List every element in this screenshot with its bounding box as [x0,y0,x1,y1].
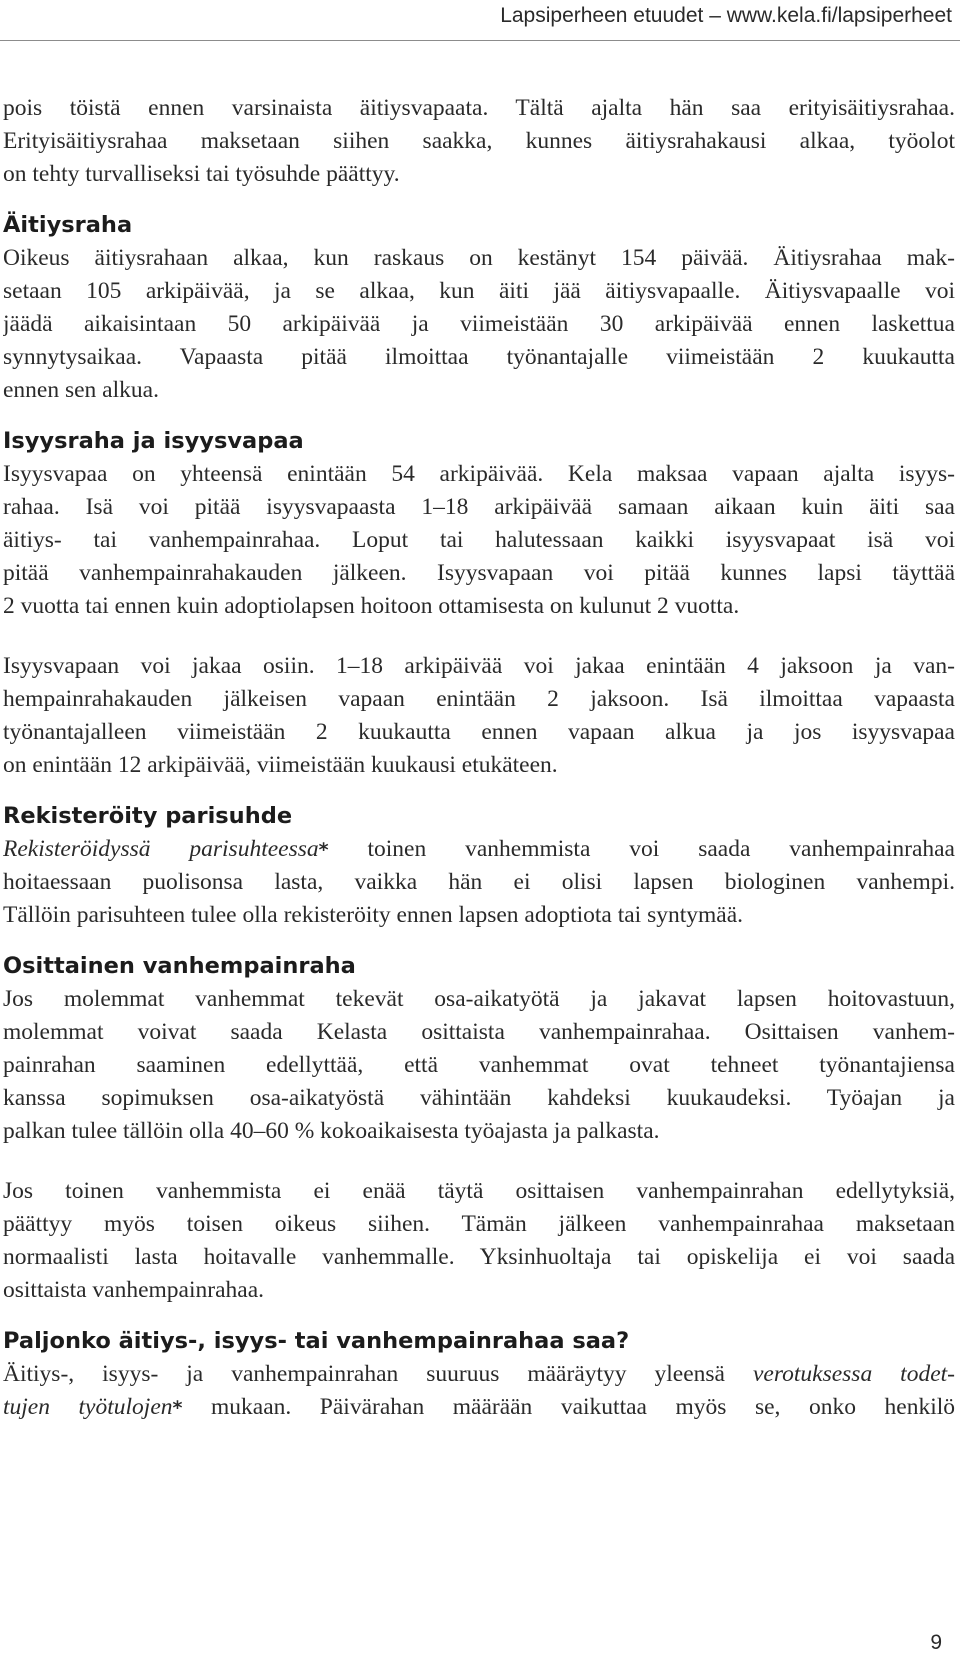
section-rekisteroity-parisuhde [3,800,955,932]
text-line: on tehty turvalliseksi tai työsuhde päättyy. [3,161,400,187]
text-line: Jos toinen vanhemmista ei enää täytä osittaisen vanhempainrahan edellytyksiä, [3,1178,955,1204]
section-osittainen-vanhempainraha [3,950,955,1307]
text-line: synnytysaikaa. Vapaasta pitää ilmoittaa työnantajalle viimeistään 2 kuukautta [3,344,955,370]
glossary-asterisk: * [172,1397,183,1419]
section-isyysraha [3,425,955,782]
text-line: Erityisäitiysrahaa maksetaan siihen saakka, kunnes äitiysrahakausi alkaa, työolot [3,128,955,154]
text-line [3,1358,955,1391]
document-body [3,92,955,1424]
glossary-asterisk: * [318,839,329,861]
section-heading: Osittainen vanhempainraha [3,953,356,979]
text-line: hempainrahakauden jälkeisen vapaan enintään 2 jaksoon. Isä ilmoittaa vapaasta [3,686,955,712]
section-aitiysraha [3,209,955,407]
text-line: molemmat voivat saada Kelasta osittaista vanhempainrahaa. Osittaisen vanhem- [3,1019,955,1045]
text-line: 2 vuotta tai ennen kuin adoptiolapsen hoitoon ottamisesta on kulunut 2 vuotta. [3,593,740,619]
text-line: pitää vanhempainrahakauden jälkeen. Isyysvapaan voi pitää kunnes lapsi täyttää [3,560,955,586]
text-line: äitiys- tai vanhempainrahaa. Loput tai halutessaan kaikki isyysvapaat isä voi [3,527,955,553]
text-line: Jos molemmat vanhemmat tekevät osa-aikatyötä ja jakavat lapsen hoitovastuun, [3,986,955,1012]
text-line: palkan tulee tällöin olla 40–60 % kokoaikaisesta työajasta ja palkasta. [3,1118,660,1144]
intro-paragraph [3,92,955,191]
text-line: Oikeus äitiysrahaan alkaa, kun raskaus on kestänyt 154 päivää. Äitiysrahaa mak- [3,245,955,271]
text-line: osittaista vanhempainrahaa. [3,1277,265,1303]
section-paljonko [3,1325,955,1424]
text-line [3,1391,955,1424]
text-line: Tällöin parisuhteen tulee olla rekisteröity ennen lapsen adoptiota tai syntymää. [3,902,744,928]
text-line [3,833,955,866]
text-line: on enintään 12 arkipäivää, viimeistään kuukausi etukäteen. [3,752,558,778]
header-divider [0,40,960,41]
text-line: setaan 105 arkipäivää, ja se alkaa, kun äiti jää äitiysvapaalle. Äitiysvapaalle voi [3,278,955,304]
text-line: ennen sen alkua. [3,377,159,403]
text-line: kanssa sopimuksen osa-aikatyöstä vähintään kahdeksi kuukaudeksi. Työajan ja [3,1085,955,1111]
page-header [0,0,960,40]
text-fragment: Äitiys-, isyys- ja vanhempainrahan suuruus määräytyy yleensä [3,1361,753,1387]
text-line: normaalisti lasta hoitavalle vanhemmalle. Yksinhuoltaja tai opiskelija ei voi saada [3,1244,955,1270]
section-heading: Paljonko äitiys-, isyys- tai vanhempainrahaa saa? [3,1328,630,1354]
paragraph-gap [3,1148,955,1175]
text-line: jäädä aikaisintaan 50 arkipäivää ja viimeistään 30 arkipäivää ennen laskettua [3,311,955,337]
term-link-text: Rekisteröidyssä parisuhteessa [3,836,319,862]
text-line: päättyy myös toisen oikeus siihen. Tämän jälkeen vanhempainrahaa maksetaan [3,1211,955,1237]
text-line: Isyysvapaa on yhteensä enintään 54 arkipäivää. Kela maksaa vapaan ajalta isyys- [3,461,955,487]
text-line: hoitaessaan puolisonsa lasta, vaikka hän ei olisi lapsen biologinen vanhempi. [3,869,955,895]
header-title: Lapsiperheen etuudet – www.kela.fi/lapsiperheet [500,4,952,27]
section-heading: Isyysraha ja isyysvapaa [3,428,304,454]
section-heading: Äitiysraha [3,212,133,238]
term-link-text: verotuksessa todet- [752,1361,955,1387]
section-heading: Rekisteröity parisuhde [3,803,293,829]
text-line: Isyysvapaan voi jakaa osiin. 1–18 arkipäivää voi jakaa enintään 4 jaksoon ja van- [3,653,955,679]
page-number: 9 [930,1631,942,1654]
text-line: pois töistä ennen varsinaista äitiysvapaata. Tältä ajalta hän saa erityisäitiysrahaa. [3,95,955,121]
text-line: rahaa. Isä voi pitää isyysvapaasta 1–18 arkipäivää samaan aikaan kuin äiti saa [3,494,955,520]
text-fragment: toinen vanhemmista voi saada vanhempainrahaa [328,836,955,862]
text-fragment: mukaan. Päivärahan määrään vaikuttaa myös se, onko henkilö [182,1394,955,1420]
text-line: työnantajalleen viimeistään 2 kuukautta ennen vapaan alkua ja jos isyysvapaa [3,719,955,745]
term-link-text: tujen työtulojen [3,1394,173,1420]
text-line: painrahan saaminen edellyttää, että vanhemmat ovat tehneet työnantajiensa [3,1052,955,1078]
paragraph-gap [3,623,955,650]
